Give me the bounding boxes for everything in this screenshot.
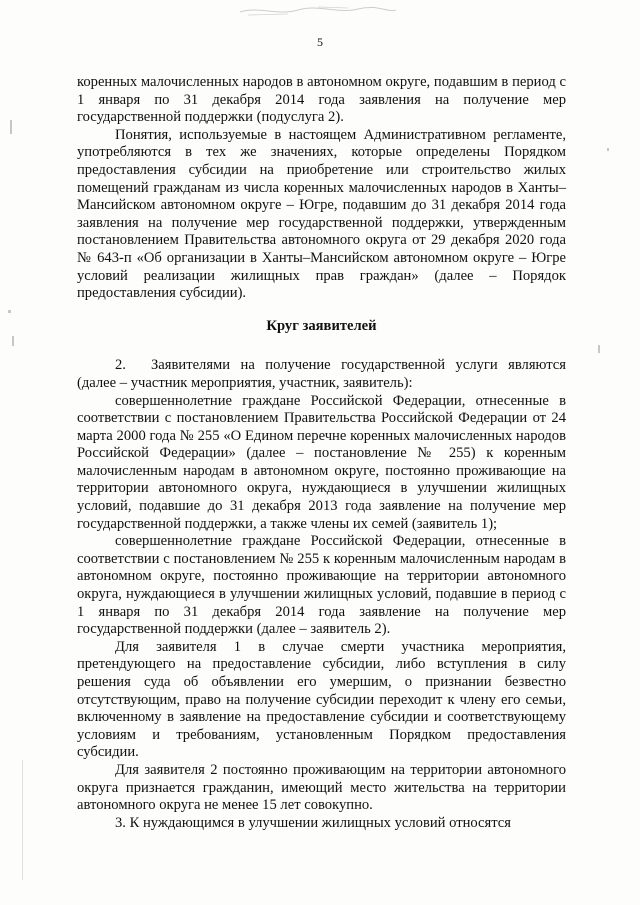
scan-margin-mark [10, 120, 12, 134]
scan-margin-mark [22, 760, 23, 880]
section-heading: Круг заявителей [266, 317, 377, 334]
paragraph-death-transfer: Для заявителя 1 в случае смерти участника мероприятия, претендующего на предоставление субсидии, либо вступления в силу решения суда об объявлении его умершим, о признании безвестно отсутствующим, право на получение субсидии переходит к члену его семьи, включенному в заявление на предоставление субсидии и соответствующему условиям и требованиям, установленным Порядком предоставления субсидии. [77, 638, 566, 761]
paragraph-continuation: коренных малочисленных народов в автономном округе, подавшим в период с 1 января по 31 декабря 2014 года заявления на получение мер государственной поддержки (подуслуга 2). [77, 74, 566, 126]
paragraph-applicant-2: совершеннолетние граждане Российской Федерации, отнесенные в соответствии с постановлением № 255 к коренным малочисленным народам в автономном округе, постоянно проживающие на территории автономного округа, нуждающиеся в улучшении жилищных условий, подавшие в период с 1 января по 31 декабря 2014 года заявление на получение мер государственной поддержки (далее – заявитель 2). [77, 533, 566, 638]
scan-margin-mark [8, 310, 11, 313]
paragraph-residence: Для заявителя 2 постоянно проживающим на территории автономного округа признается гражданин, имеющий место жительства на территории автономного округа не менее 15 лет совокупно. [77, 761, 566, 814]
item-text: Заявителями на получение государственной услуги являются (далее – участник мероприятия, участник, заявитель): [77, 357, 566, 391]
scan-smudge-mark [238, 4, 398, 18]
page-number: 5 [317, 35, 323, 49]
paragraph-item-3: 3. К нуждающимся в улучшении жилищных условий относятся [115, 814, 511, 831]
scan-margin-mark [12, 336, 14, 346]
paragraph-item-2 [77, 357, 566, 392]
paragraph-applicant-1: совершеннолетние граждане Российской Федерации, отнесенные в соответствии с постановлением Правительства Российской Федерации от 24 марта 2000 года № 255 «О Едином перечне коренных малочисленных народов Российской Федерации» (далее – постановление № 255) к коренным малочисленным народам в автономном округе, постоянно проживающие на территории автономного округа, нуждающиеся в улучшении жилищных условий, подавшие до 31 декабря 2013 года заявление на получение мер государственной поддержки, а также члены их семей (заявитель 1); [77, 392, 566, 532]
document-body [77, 74, 566, 832]
item-number: 2. [115, 357, 126, 374]
scan-margin-mark [607, 148, 609, 151]
scan-margin-mark [598, 345, 600, 353]
paragraph-definitions: Понятия, используемые в настоящем Административном регламенте, употребляются в тех же значениях, которые определены Порядком предоставления субсидии на приобретение или строительство жилых помещений гражданам из числа коренных малочисленных народов в Ханты–Мансийском автономном округе – Югре, подавшим до 31 декабря 2014 года заявления на получение мер государственной поддержки, утвержденным постановлением Правительства автономного округа от 29 декабря 2020 года № 643-п «Об организации в Ханты–Мансийском автономном округе – Югре условий реализации жилищных прав граждан» (далее – Порядок предоставления субсидии). [77, 126, 566, 302]
